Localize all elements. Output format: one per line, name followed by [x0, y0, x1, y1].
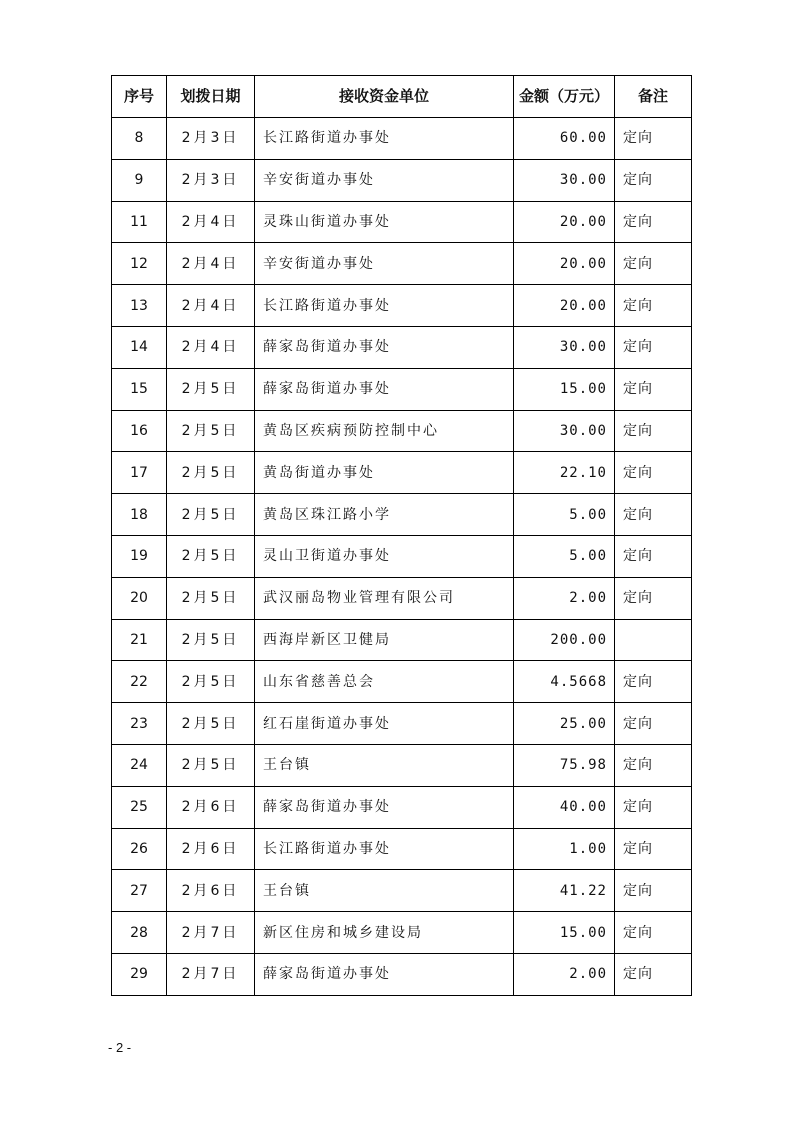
cell-allocation-date: 2月3日 [167, 159, 255, 201]
cell-amount: 40.00 [514, 786, 615, 828]
table-row [112, 243, 692, 285]
cell-allocation-date: 2月7日 [167, 953, 255, 995]
table-row [112, 452, 692, 494]
table-row [112, 118, 692, 160]
cell-recipient-unit: 黄岛区疾病预防控制中心 [255, 410, 514, 452]
cell-amount: 25.00 [514, 703, 615, 745]
cell-amount: 4.5668 [514, 661, 615, 703]
cell-remarks [615, 619, 692, 661]
cell-remarks: 定向 [615, 410, 692, 452]
cell-remarks: 定向 [615, 912, 692, 954]
table-row [112, 744, 692, 786]
cell-remarks: 定向 [615, 535, 692, 577]
cell-serial-number: 13 [112, 285, 167, 327]
cell-amount: 2.00 [514, 577, 615, 619]
cell-serial-number: 16 [112, 410, 167, 452]
cell-allocation-date: 2月4日 [167, 326, 255, 368]
cell-recipient-unit: 薛家岛街道办事处 [255, 953, 514, 995]
cell-serial-number: 20 [112, 577, 167, 619]
cell-allocation-date: 2月5日 [167, 535, 255, 577]
table-row [112, 326, 692, 368]
cell-recipient-unit: 山东省慈善总会 [255, 661, 514, 703]
cell-amount: 30.00 [514, 326, 615, 368]
cell-serial-number: 29 [112, 953, 167, 995]
cell-remarks: 定向 [615, 452, 692, 494]
cell-serial-number: 19 [112, 535, 167, 577]
header-amount: 金额（万元） [514, 76, 615, 118]
table-body [112, 118, 692, 996]
table-row [112, 577, 692, 619]
table-row [112, 368, 692, 410]
cell-allocation-date: 2月6日 [167, 870, 255, 912]
cell-allocation-date: 2月5日 [167, 577, 255, 619]
table-row [112, 786, 692, 828]
cell-allocation-date: 2月4日 [167, 201, 255, 243]
cell-serial-number: 23 [112, 703, 167, 745]
cell-amount: 5.00 [514, 494, 615, 536]
cell-serial-number: 27 [112, 870, 167, 912]
cell-allocation-date: 2月6日 [167, 786, 255, 828]
cell-amount: 2.00 [514, 953, 615, 995]
cell-remarks: 定向 [615, 201, 692, 243]
cell-remarks: 定向 [615, 703, 692, 745]
cell-remarks: 定向 [615, 577, 692, 619]
cell-remarks: 定向 [615, 661, 692, 703]
cell-serial-number: 26 [112, 828, 167, 870]
header-serial-number: 序号 [112, 76, 167, 118]
cell-remarks: 定向 [615, 494, 692, 536]
cell-allocation-date: 2月5日 [167, 368, 255, 410]
cell-allocation-date: 2月5日 [167, 703, 255, 745]
cell-recipient-unit: 黄岛街道办事处 [255, 452, 514, 494]
table-row [112, 828, 692, 870]
cell-amount: 20.00 [514, 285, 615, 327]
table-row [112, 285, 692, 327]
cell-recipient-unit: 辛安街道办事处 [255, 159, 514, 201]
cell-allocation-date: 2月5日 [167, 452, 255, 494]
cell-recipient-unit: 长江路街道办事处 [255, 118, 514, 160]
cell-serial-number: 22 [112, 661, 167, 703]
cell-allocation-date: 2月5日 [167, 410, 255, 452]
table-row [112, 201, 692, 243]
cell-amount: 20.00 [514, 243, 615, 285]
cell-amount: 5.00 [514, 535, 615, 577]
cell-recipient-unit: 长江路街道办事处 [255, 828, 514, 870]
table-row [112, 619, 692, 661]
cell-recipient-unit: 黄岛区珠江路小学 [255, 494, 514, 536]
cell-recipient-unit: 西海岸新区卫健局 [255, 619, 514, 661]
cell-recipient-unit: 辛安街道办事处 [255, 243, 514, 285]
cell-allocation-date: 2月5日 [167, 619, 255, 661]
cell-serial-number: 14 [112, 326, 167, 368]
cell-serial-number: 21 [112, 619, 167, 661]
cell-allocation-date: 2月4日 [167, 243, 255, 285]
cell-recipient-unit: 新区住房和城乡建设局 [255, 912, 514, 954]
cell-allocation-date: 2月7日 [167, 912, 255, 954]
cell-serial-number: 25 [112, 786, 167, 828]
cell-remarks: 定向 [615, 828, 692, 870]
cell-recipient-unit: 灵山卫街道办事处 [255, 535, 514, 577]
fund-allocation-table [111, 75, 692, 996]
table-row [112, 535, 692, 577]
cell-serial-number: 24 [112, 744, 167, 786]
cell-amount: 15.00 [514, 912, 615, 954]
cell-remarks: 定向 [615, 159, 692, 201]
cell-allocation-date: 2月6日 [167, 828, 255, 870]
cell-remarks: 定向 [615, 744, 692, 786]
page-number: - 2 - [108, 1040, 132, 1055]
cell-remarks: 定向 [615, 118, 692, 160]
cell-serial-number: 9 [112, 159, 167, 201]
cell-remarks: 定向 [615, 243, 692, 285]
cell-allocation-date: 2月4日 [167, 285, 255, 327]
cell-amount: 75.98 [514, 744, 615, 786]
cell-serial-number: 11 [112, 201, 167, 243]
table-row [112, 661, 692, 703]
cell-remarks: 定向 [615, 285, 692, 327]
header-allocation-date: 划拨日期 [167, 76, 255, 118]
cell-recipient-unit: 红石崖街道办事处 [255, 703, 514, 745]
cell-amount: 22.10 [514, 452, 615, 494]
cell-recipient-unit: 薛家岛街道办事处 [255, 326, 514, 368]
table-row [112, 912, 692, 954]
cell-serial-number: 8 [112, 118, 167, 160]
cell-recipient-unit: 薛家岛街道办事处 [255, 368, 514, 410]
header-remarks: 备注 [615, 76, 692, 118]
cell-amount: 15.00 [514, 368, 615, 410]
cell-allocation-date: 2月3日 [167, 118, 255, 160]
cell-amount: 200.00 [514, 619, 615, 661]
cell-allocation-date: 2月5日 [167, 744, 255, 786]
header-recipient-unit: 接收资金单位 [255, 76, 514, 118]
cell-remarks: 定向 [615, 870, 692, 912]
table-row [112, 410, 692, 452]
table-header-row [112, 76, 692, 118]
cell-allocation-date: 2月5日 [167, 661, 255, 703]
cell-serial-number: 15 [112, 368, 167, 410]
cell-recipient-unit: 王台镇 [255, 744, 514, 786]
cell-recipient-unit: 薛家岛街道办事处 [255, 786, 514, 828]
cell-recipient-unit: 王台镇 [255, 870, 514, 912]
cell-amount: 1.00 [514, 828, 615, 870]
cell-remarks: 定向 [615, 326, 692, 368]
cell-allocation-date: 2月5日 [167, 494, 255, 536]
cell-serial-number: 12 [112, 243, 167, 285]
cell-amount: 41.22 [514, 870, 615, 912]
cell-amount: 30.00 [514, 410, 615, 452]
cell-amount: 20.00 [514, 201, 615, 243]
cell-amount: 30.00 [514, 159, 615, 201]
cell-remarks: 定向 [615, 368, 692, 410]
cell-amount: 60.00 [514, 118, 615, 160]
cell-serial-number: 18 [112, 494, 167, 536]
table-row [112, 953, 692, 995]
cell-recipient-unit: 武汉丽岛物业管理有限公司 [255, 577, 514, 619]
cell-remarks: 定向 [615, 953, 692, 995]
cell-remarks: 定向 [615, 786, 692, 828]
table-row [112, 703, 692, 745]
table-row [112, 870, 692, 912]
cell-recipient-unit: 长江路街道办事处 [255, 285, 514, 327]
cell-serial-number: 17 [112, 452, 167, 494]
table-row [112, 494, 692, 536]
table-row [112, 159, 692, 201]
cell-serial-number: 28 [112, 912, 167, 954]
cell-recipient-unit: 灵珠山街道办事处 [255, 201, 514, 243]
